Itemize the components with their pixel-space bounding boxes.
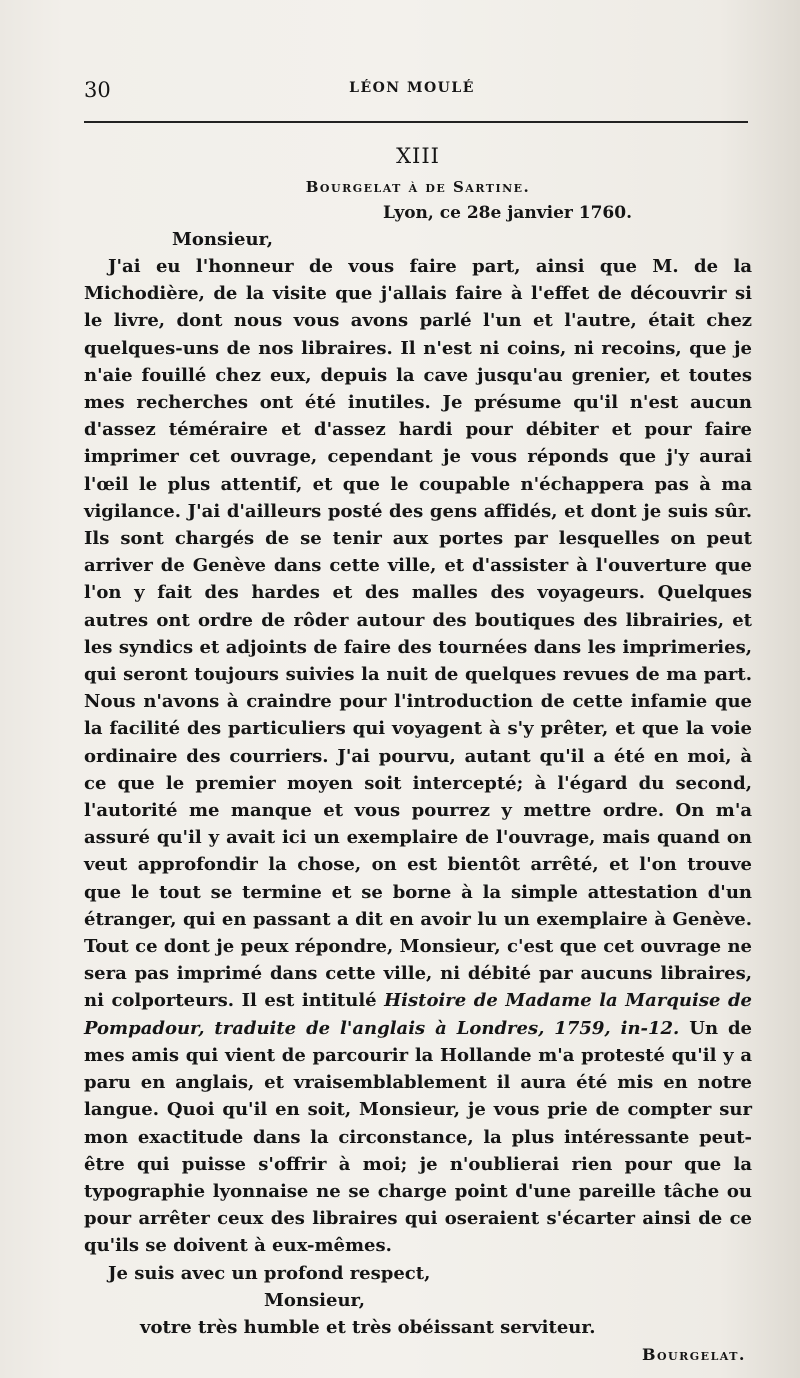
letter-salutation: Monsieur,	[172, 229, 273, 250]
running-title: LÉON MOULÉ	[349, 80, 475, 96]
book-title: Histoire de Madame la Marquise de Pompadour, traduite de l'anglais à Londres, 1759, in-12.	[84, 990, 752, 1039]
letter-body-part2: Un de mes amis qui vient de parcourir la Hollande m'a protesté qu'il y a paru en anglais, et vraisemblablement il aura été mis en notre langue. Quoi qu'il en soit, Monsieur, je vous prie de compter sur mon exactitude dans la circonstance, la plus intéressante peut-être qui puisse s'offrir à moi; je n'oublierai rien pour que la typographie lyonnaise ne se charge point d'une pareille tâche ou pour arrêter ceux des libraires qui oseraient s'écarter ainsi de ce qu'ils se doivent à eux-mêmes.	[84, 1017, 752, 1257]
signature: Bourgelat.	[641, 1344, 746, 1364]
closing-line-2: Monsieur,	[264, 1289, 365, 1311]
letter-address: Bourgelat à de Sartine.	[305, 178, 531, 196]
header-rule	[84, 121, 748, 123]
letter	[84, 143, 752, 1368]
page-header	[84, 78, 740, 108]
letter-body	[84, 253, 752, 1260]
letter-body-part1: J'ai eu l'honneur de vous faire part, ainsi que M. de la Michodière, de la visite que j'allais faire à l'effet de découvrir si le livre, dont nous vous avons parlé l'un et l'autre, était chez quelques-uns de nos libraires. Il n'est ni coins, ni recoins, que je n'aie fouillé chez eux, depuis la cave jusqu'au grenier, et toutes mes recherches ont été inutiles. Je présume qu'il n'est aucun d'assez téméraire et d'assez hardi pour débiter et pour faire imprimer cet ouvrage, cependant je vous réponds que j'y aurai l'œil le plus attentif, et que le coupable n'échappera pas à ma vigilance. J'ai d'ailleurs posté des gens affidés, et dont je suis sûr. Ils sont chargés de se tenir aux portes par lesquelles on peut arriver de Genève dans cette ville, et d'assister à l'ouverture que l'on y fait des hardes et des malles des voyageurs. Quelques autres ont ordre de rôder autour des boutiques des librairies, et les syndics et adjoints de faire des tournées dans les imprimeries, qui seront toujours suivies la nuit de quelques revues de ma part. Nous n'avons à craindre pour l'introduction de cette infamie que la facilité des particuliers qui voyagent à s'y prêter, et que la voie ordinaire des courriers. J'ai pourvu, autant qu'il a été en moi, à ce que le premier moyen soit intercepté; à l'égard du second, l'autorité me manque et vous pourrez y mettre ordre. On m'a assuré qu'il y avait ici un exemplaire de l'ouvrage, mais quand on veut approfondir la chose, on est bientôt arrêté, et l'on trouve que le tout se termine et se borne à la simple attestation d'un étranger, qui en passant a dit en avoir lu un exemplaire à Genève. Tout ce dont je peux répondre, Monsieur, c'est que cet ouvrage ne sera pas imprimé dans cette ville, ni débité par aucuns libraires, ni colporteurs. Il est intitulé	[84, 256, 752, 1012]
letter-place-date: Lyon, ce 28e janvier 1760.	[382, 203, 632, 223]
closing-line-1: Je suis avec un profond respect,	[108, 1262, 431, 1284]
page-number: 30	[84, 78, 111, 102]
letter-number: XIII	[396, 144, 440, 168]
closing-line-3: votre très humble et très obéissant serviteur.	[140, 1316, 596, 1338]
